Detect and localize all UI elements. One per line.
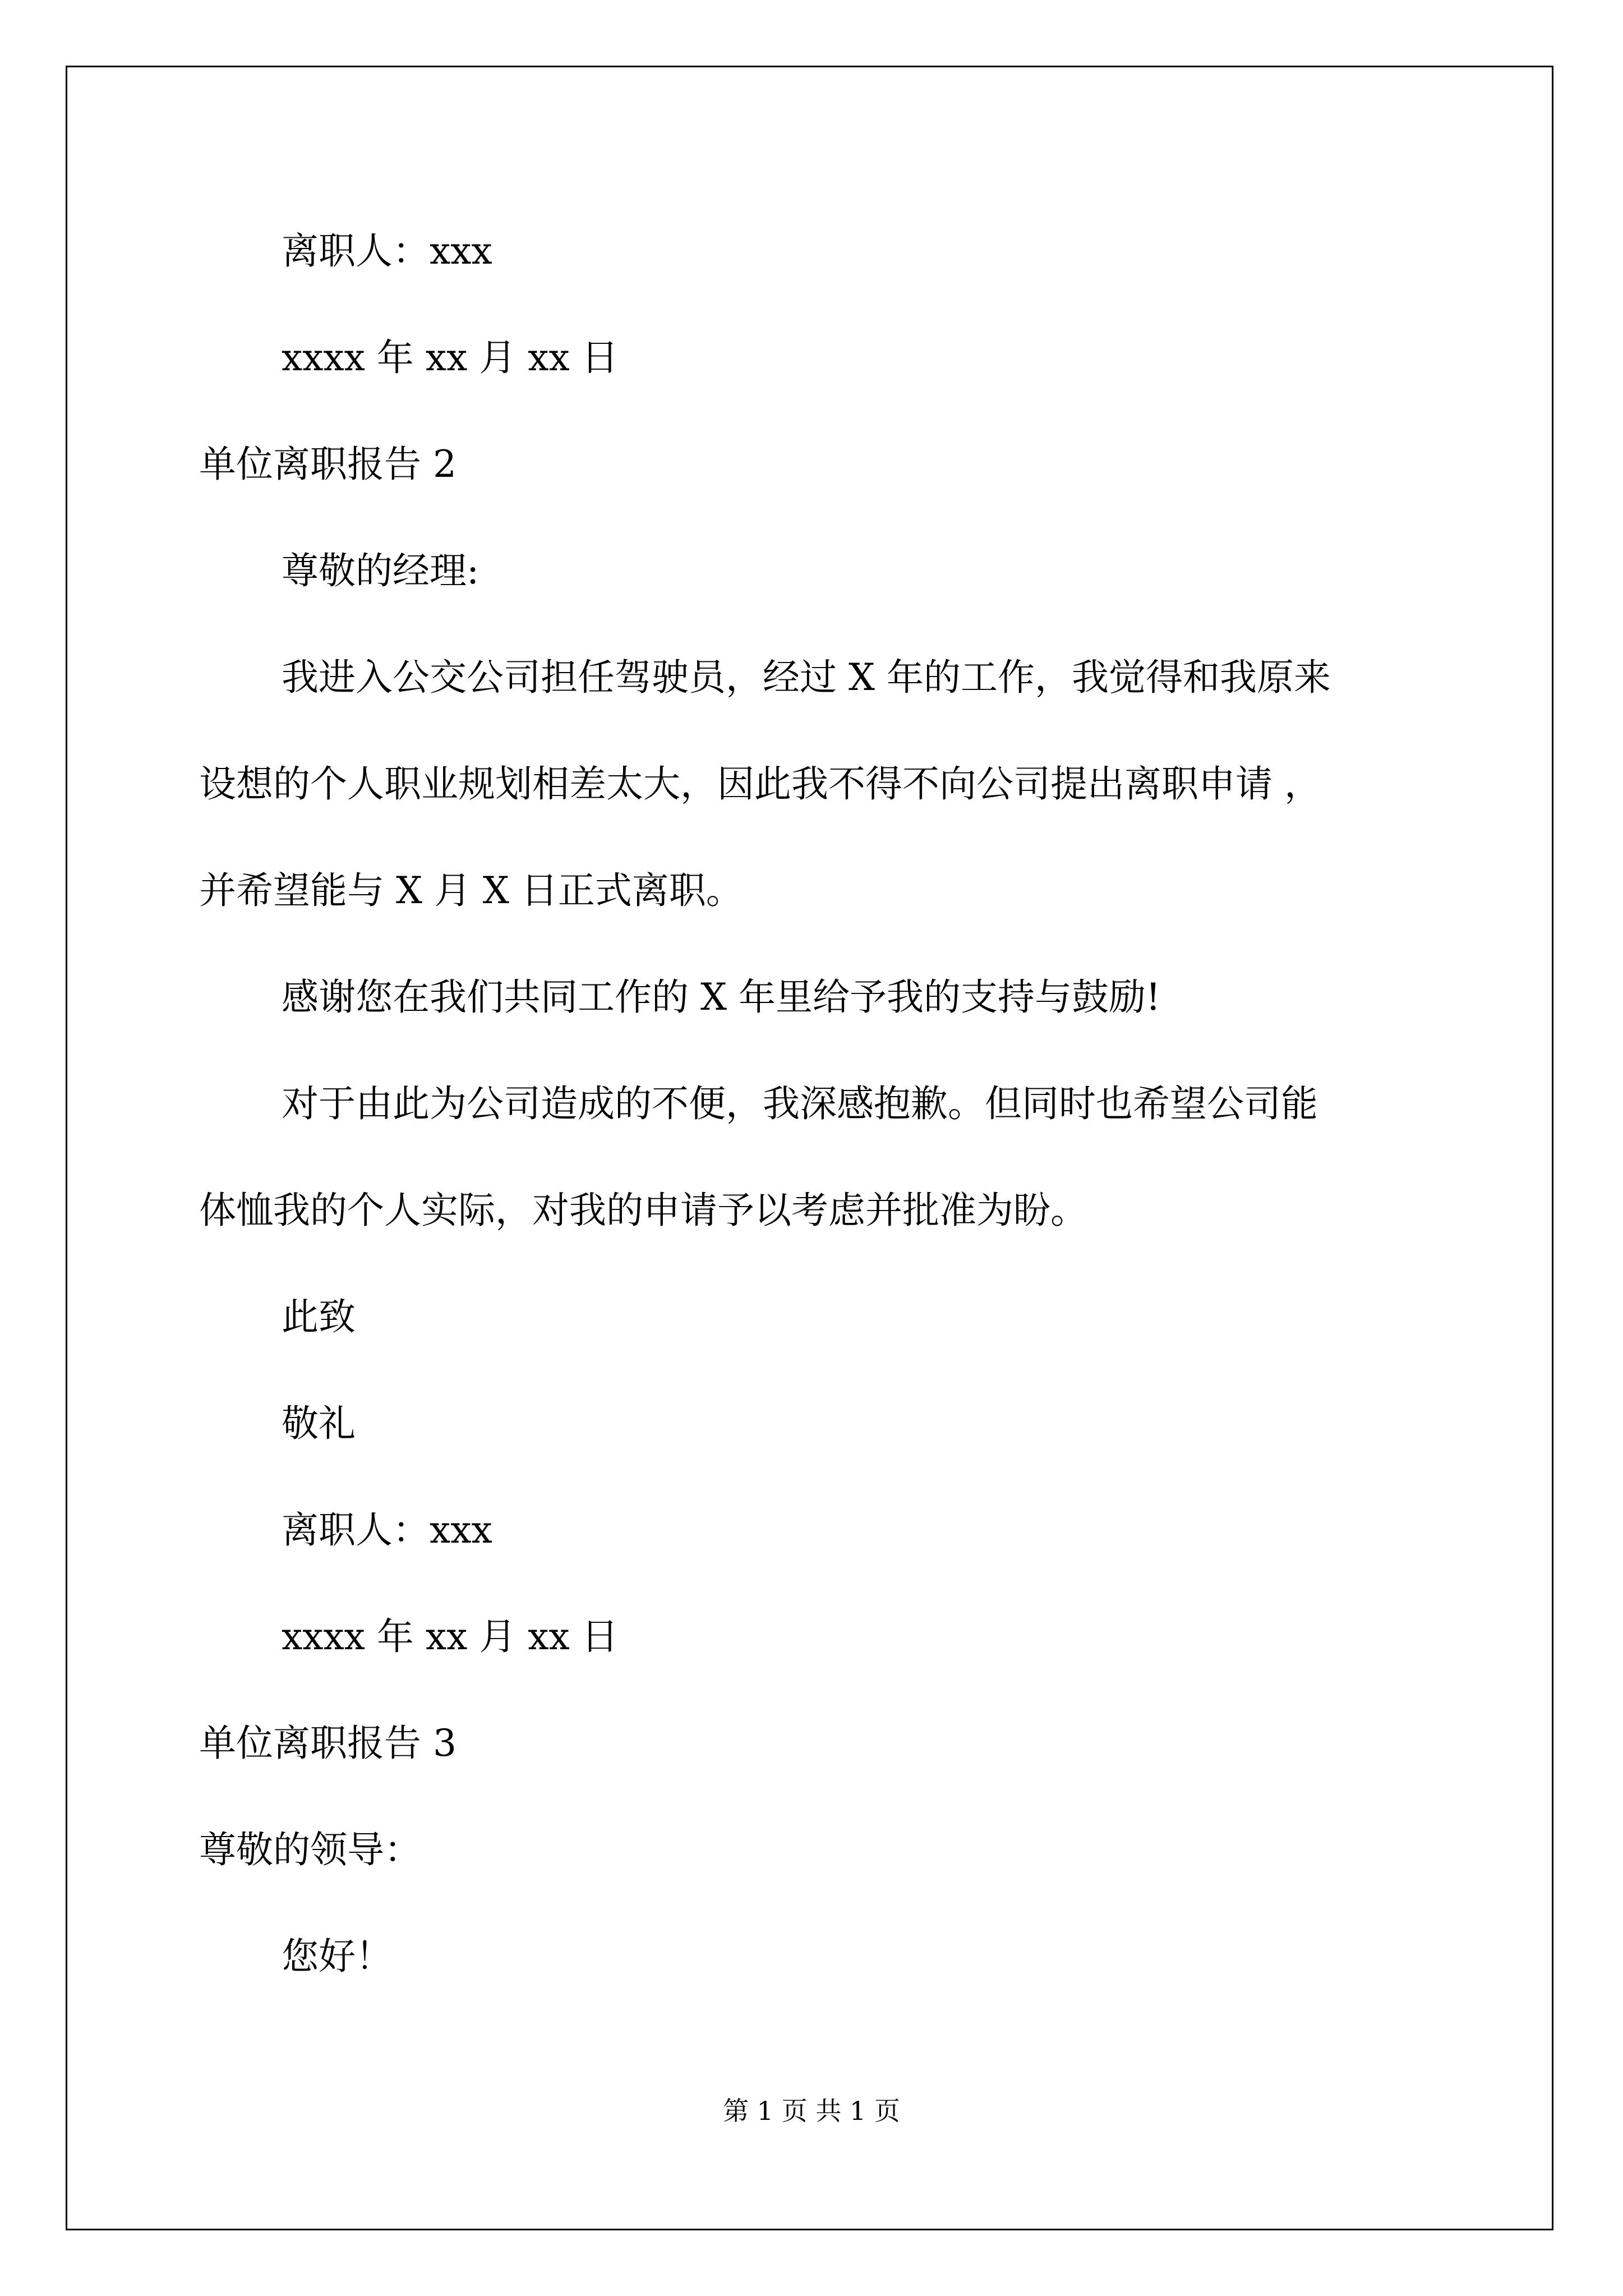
body-paragraph-1-line-1: 我进入公交公司担任驾驶员，经过 X 年的工作，我觉得和我原来 [282, 656, 1331, 699]
page-border [66, 66, 1553, 2230]
salutation-leader: 尊敬的领导： [199, 1828, 421, 1871]
date-line-1: xxxx 年 xx 月 xx 日 [282, 336, 619, 379]
resignee-signature-1: 离职人：xxx [282, 229, 492, 273]
date-line-2: xxxx 年 xx 月 xx 日 [282, 1615, 619, 1658]
body-paragraph-3-line-1: 对于由此为公司造成的不便，我深感抱歉。但同时也希望公司能 [282, 1082, 1318, 1125]
section-title-3: 单位离职报告 3 [199, 1722, 457, 1765]
salutation-manager: 尊敬的经理: [282, 549, 479, 592]
greeting: 您好！ [282, 1935, 393, 1978]
closing-jingli: 敬礼 [282, 1402, 356, 1445]
section-title-2: 单位离职报告 2 [199, 443, 457, 486]
body-paragraph-1-line-2: 设想的个人职业规划相差太大，因此我不得不向公司提出离职申请 ， [199, 762, 1321, 806]
resignee-signature-2: 离职人：xxx [282, 1508, 492, 1552]
body-paragraph-3-line-2: 体恤我的个人实际，对我的申请予以考虑并批准为盼。 [199, 1189, 1087, 1232]
page-footer: 第 1 页 共 1 页 [723, 2096, 900, 2126]
body-paragraph-2: 感谢您在我们共同工作的 X 年里给予我的支持与鼓励! [282, 976, 1161, 1019]
closing-cizhi: 此致 [282, 1295, 356, 1338]
body-paragraph-1-line-3: 并希望能与 X 月 X 日正式离职。 [199, 869, 743, 912]
